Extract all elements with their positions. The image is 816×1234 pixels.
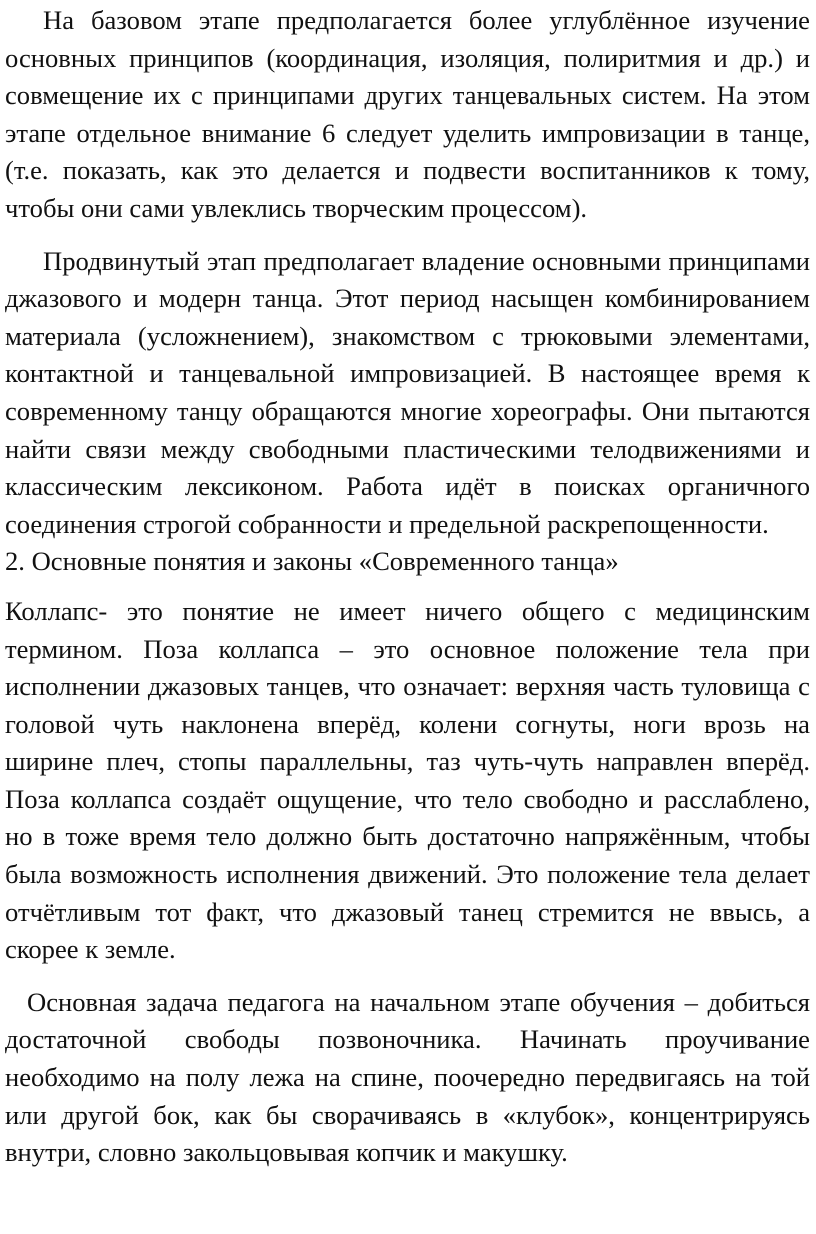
paragraph-advanced-stage: Продвинутый этап предполагает владение основными принципами джазового и модерн танца. Этот период насыщен комбинированием материала (усложнением), знакомством с трюковыми элементами, контактной и танцевальной импровизацией. В настоящее время к современному танцу обращаются многие хореографы. Они пытаются найти связи между свободными пластическими телодвижениями и классическим лексиконом. Работа идёт в поисках органичного соединения строгой собранности и предельной раскрепощенности.	[5, 245, 810, 539]
paragraph-base-stage: На базовом этапе предполагается более углублённое изучение основных принципов (координация, изоляция, полиритмия и др.) и совмещение их с принципами других танцевальных систем. На этом этапе отдельное внимание 6 следует уделить импровизации в танце, (т.е. показать, как это делается и подвести воспитанников к тому, чтобы они сами увлеклись творческим процессом).	[5, 5, 810, 223]
section-heading: 2. Основные понятия и законы «Современного танца»	[5, 546, 619, 577]
paragraph-collapse: Коллапс- это понятие не имеет ничего общего с медицинским термином. Поза коллапса – это основное положение тела при исполнении джазовых танцев, что означает: верхняя часть туловища с головой чуть наклонена вперёд, колени согнуты, ноги врозь на ширине плеч, стопы параллельны, таз чуть-чуть направлен вперёд. Поза коллапса создаёт ощущение, что тело свободно и расслаблено, но в тоже время тело должно быть достаточно напряжённым, чтобы была возможность исполнения движений. Это положение тела делает отчётливым тот факт, что джазовый танец стремится не ввысь, а скорее к земле.	[5, 595, 810, 965]
paragraph-teacher-task: Основная задача педагога на начальном этапе обучения – добиться достаточной свободы позвоночника. Начинать проучивание необходимо на полу лежа на спине, поочередно передвигаясь на той или другой бок, как бы сворачиваясь в «клубок», концентрируясь внутри, словно закольцовывая копчик и макушку.	[5, 986, 810, 1168]
